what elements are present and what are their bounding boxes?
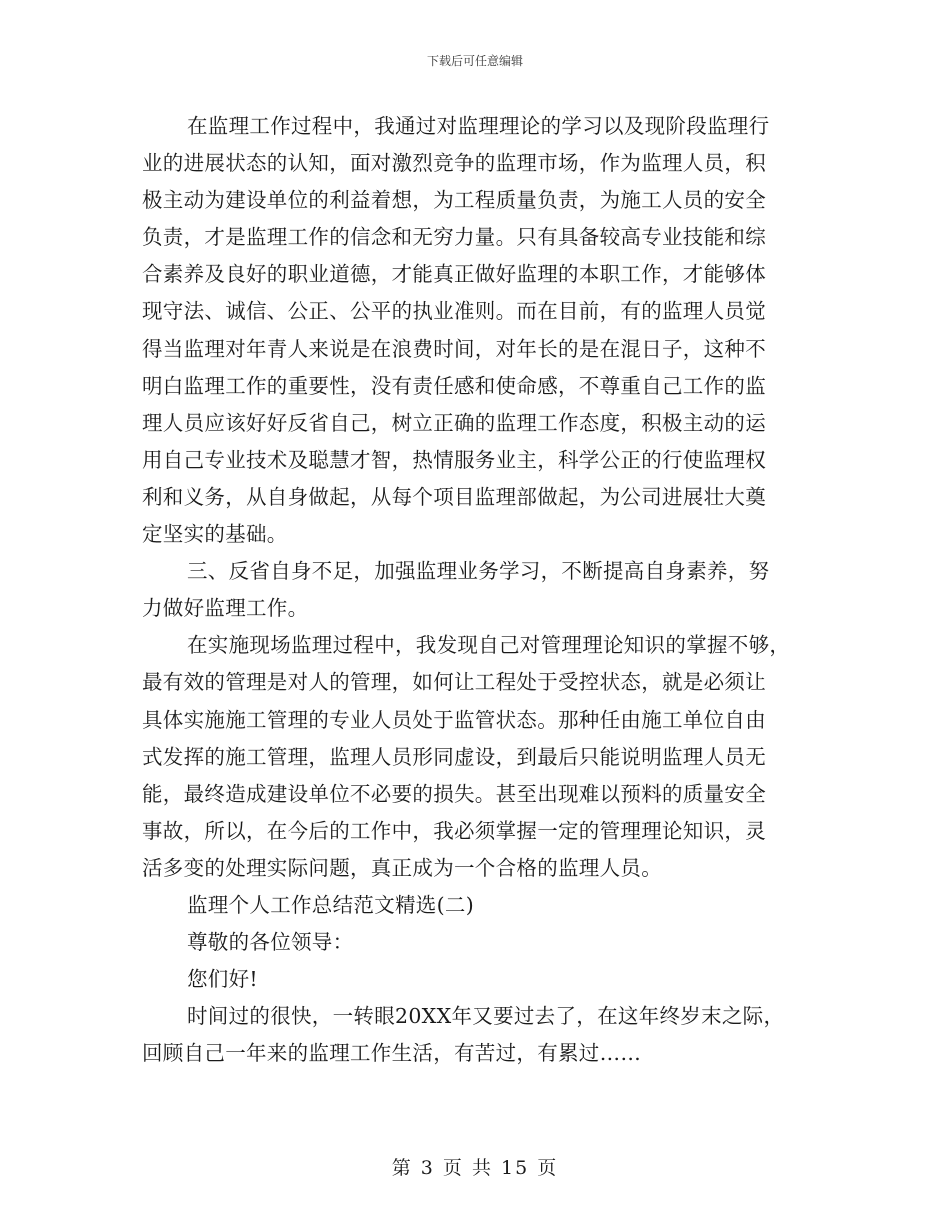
text-line: 活多变的处理实际问题，真正成为一个合格的监理人员。 (142, 855, 662, 880)
text-line: 合素养及良好的职业道德，才能真正做好监理的本职工作，才能够体 (142, 262, 766, 287)
page-footer: 第 3 页 共 15 页 (391, 1157, 559, 1179)
text-line: 尊敬的各位领导： (187, 930, 354, 955)
text-line: 定坚实的基础。 (142, 522, 288, 547)
text-line: 具体实施施工管理的专业人员处于监管状态。那种任由施工单位自由 (142, 707, 766, 732)
text-line: 利和义务，从自身做起，从每个项目监理部做起，为公司进展壮大奠 (142, 484, 766, 509)
text-line: 时间过的很快，一转眼20XX年又要过去了，在这年终岁末之际， (187, 1004, 785, 1029)
text-line: 力做好监理工作。 (142, 596, 309, 621)
text-line: 在实施现场监理过程中，我发现自己对管理理论知识的掌握不够， (187, 633, 791, 658)
text-line: 理人员应该好好反省自己，树立正确的监理工作态度，积极主动的运 (142, 410, 766, 435)
document-body (142, 108, 800, 1072)
text-line: 负责，才是监理工作的信念和无穷力量。只有具备较高专业技能和综 (142, 225, 766, 250)
text-line: 事故，所以，在今后的工作中，我必须掌握一定的管理理论知识，灵 (142, 818, 766, 843)
page-header: 下载后可任意编辑 (426, 54, 523, 68)
text-line: 能，最终造成建设单位不必要的损失。甚至出现难以预料的质量安全 (142, 781, 766, 806)
text-line: 监理个人工作总结范文精选(二) (187, 892, 474, 917)
text-line: 您们好! (187, 967, 258, 992)
text-line: 回顾自己一年来的监理工作生活，有苦过，有累过…… (142, 1041, 642, 1066)
text-line: 用自己专业技术及聪慧才智，热情服务业主，科学公正的行使监理权 (142, 447, 766, 472)
text-line: 得当监理对年青人来说是在浪费时间，对年长的是在混日子，这种不 (142, 336, 766, 361)
text-line: 现守法、诚信、公正、公平的执业准则。而在目前，有的监理人员觉 (142, 299, 766, 324)
text-line: 在监理工作过程中，我通过对监理理论的学习以及现阶段监理行 (187, 114, 770, 138)
text-line: 明白监理工作的重要性，没有责任感和使命感，不尊重自己工作的监 (142, 373, 766, 398)
text-line: 最有效的管理是对人的管理，如何让工程处于受控状态，就是必须让 (142, 670, 766, 695)
text-line: 业的进展状态的认知，面对激烈竞争的监理市场，作为监理人员，积 (142, 151, 766, 176)
text-line: 三、反省自身不足，加强监理业务学习，不断提高自身素养，努 (187, 559, 770, 584)
text-line: 极主动为建设单位的利益着想，为工程质量负责，为施工人员的安全 (142, 188, 766, 213)
text-line: 式发挥的施工管理，监理人员形同虚设，到最后只能说明监理人员无 (142, 744, 766, 769)
